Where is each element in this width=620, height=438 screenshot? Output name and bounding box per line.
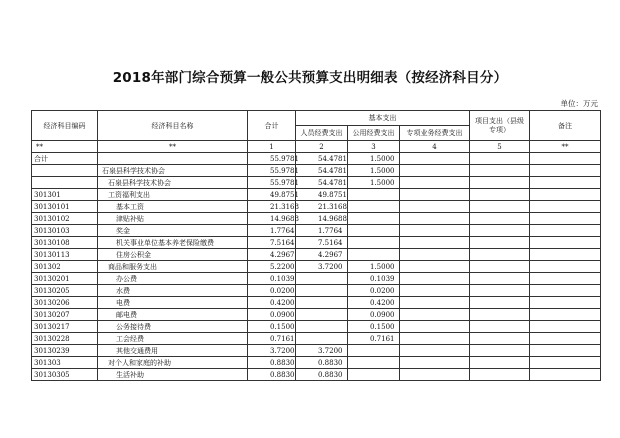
cell-special-biz (400, 369, 470, 381)
cell-code (32, 165, 98, 177)
cell-code: 30130102 (32, 213, 98, 225)
cell-code: 30130239 (32, 345, 98, 357)
cell-remark (530, 369, 601, 381)
table-row (32, 237, 601, 249)
cell-remark (530, 201, 601, 213)
index-cell: 4 (400, 141, 470, 153)
cell-total: 0.1500 (248, 321, 296, 333)
cell-total: 0.1039 (248, 273, 296, 285)
cell-name: 奖金 (98, 225, 248, 237)
cell-name: 工资福利支出 (98, 189, 248, 201)
cell-public (348, 369, 400, 381)
cell-project (470, 309, 530, 321)
cell-personnel (296, 321, 348, 333)
cell-personnel: 1.7764 (296, 225, 348, 237)
header-public: 公用经费支出 (348, 126, 400, 141)
cell-name: 办公费 (98, 273, 248, 285)
cell-personnel: 54.4781 (296, 165, 348, 177)
header-code: 经济科目编码 (32, 111, 98, 141)
cell-name: 生活补助 (98, 369, 248, 381)
table-row (32, 357, 601, 369)
cell-personnel: 3.7200 (296, 345, 348, 357)
cell-public (348, 357, 400, 369)
table-row (32, 333, 601, 345)
cell-name: 石泉县科学技术协会 (98, 177, 248, 189)
cell-remark (530, 345, 601, 357)
cell-public: 0.7161 (348, 333, 400, 345)
header-special-biz: 专项业务经费支出 (400, 126, 470, 141)
cell-special-biz (400, 285, 470, 297)
cell-personnel: 54.4781 (296, 153, 348, 165)
cell-remark (530, 189, 601, 201)
table-row (32, 201, 601, 213)
cell-code: 30130228 (32, 333, 98, 345)
cell-public: 1.5000 (348, 177, 400, 189)
cell-project (470, 369, 530, 381)
cell-special-biz (400, 177, 470, 189)
table-row (32, 309, 601, 321)
index-cell: ** (530, 141, 601, 153)
index-cell: 3 (348, 141, 400, 153)
cell-personnel: 0.8830 (296, 369, 348, 381)
cell-remark (530, 333, 601, 345)
table-row (32, 285, 601, 297)
table-row (32, 345, 601, 357)
cell-project (470, 201, 530, 213)
cell-public: 0.4200 (348, 297, 400, 309)
cell-personnel: 4.2967 (296, 249, 348, 261)
table-row (32, 369, 601, 381)
budget-table (31, 110, 601, 381)
cell-total: 0.4200 (248, 297, 296, 309)
header-remark: 备注 (530, 111, 601, 141)
cell-name: 基本工资 (98, 201, 248, 213)
table-row (32, 297, 601, 309)
table-row (32, 261, 601, 273)
cell-personnel: 49.8751 (296, 189, 348, 201)
cell-public: 0.1500 (348, 321, 400, 333)
cell-code: 30130205 (32, 285, 98, 297)
cell-remark (530, 153, 601, 165)
table-row (32, 165, 601, 177)
cell-name: 石泉县科学技术协会 (98, 165, 248, 177)
cell-remark (530, 249, 601, 261)
cell-total: 0.8830 (248, 357, 296, 369)
cell-public (348, 189, 400, 201)
cell-name: 水费 (98, 285, 248, 297)
cell-project (470, 177, 530, 189)
cell-code: 30130206 (32, 297, 98, 309)
cell-special-biz (400, 165, 470, 177)
cell-public (348, 225, 400, 237)
header-basic: 基本支出 (296, 111, 470, 126)
cell-remark (530, 165, 601, 177)
cell-special-biz (400, 297, 470, 309)
cell-public: 1.5000 (348, 165, 400, 177)
cell-special-biz (400, 249, 470, 261)
cell-name: 津贴补贴 (98, 213, 248, 225)
table-row (32, 213, 601, 225)
cell-personnel: 14.9688 (296, 213, 348, 225)
cell-total: 21.3168 (248, 201, 296, 213)
table-row (32, 225, 601, 237)
cell-project (470, 285, 530, 297)
cell-public (348, 213, 400, 225)
cell-remark (530, 309, 601, 321)
cell-code: 30130108 (32, 237, 98, 249)
cell-project (470, 273, 530, 285)
cell-name: 商品和服务支出 (98, 261, 248, 273)
cell-special-biz (400, 201, 470, 213)
cell-remark (530, 285, 601, 297)
cell-code: 30130217 (32, 321, 98, 333)
cell-special-biz (400, 345, 470, 357)
cell-project (470, 237, 530, 249)
cell-project (470, 357, 530, 369)
cell-total: 0.7161 (248, 333, 296, 345)
table-row (32, 321, 601, 333)
cell-project (470, 297, 530, 309)
cell-total: 55.9781 (248, 165, 296, 177)
table-row (32, 153, 601, 165)
cell-code: 30130101 (32, 201, 98, 213)
cell-special-biz (400, 153, 470, 165)
cell-remark (530, 225, 601, 237)
cell-public: 0.0200 (348, 285, 400, 297)
header-personnel: 人员经费支出 (296, 126, 348, 141)
cell-name: 对个人和家庭的补助 (98, 357, 248, 369)
cell-public: 0.1039 (348, 273, 400, 285)
cell-code (32, 177, 98, 189)
cell-personnel (296, 309, 348, 321)
cell-personnel: 0.8830 (296, 357, 348, 369)
cell-project (470, 345, 530, 357)
cell-code: 301303 (32, 357, 98, 369)
cell-name: 住房公积金 (98, 249, 248, 261)
cell-name: 工会经费 (98, 333, 248, 345)
cell-code: 30130201 (32, 273, 98, 285)
cell-total: 0.0200 (248, 285, 296, 297)
cell-project (470, 261, 530, 273)
cell-remark (530, 321, 601, 333)
cell-personnel: 7.5164 (296, 237, 348, 249)
cell-remark (530, 213, 601, 225)
header-name: 经济科目名称 (98, 111, 248, 141)
cell-name: 其他交通费用 (98, 345, 248, 357)
cell-project (470, 153, 530, 165)
cell-code: 301301 (32, 189, 98, 201)
index-cell: 1 (248, 141, 296, 153)
cell-code: 合计 (32, 153, 98, 165)
cell-name: 机关事业单位基本养老保险缴费 (98, 237, 248, 249)
cell-special-biz (400, 261, 470, 273)
cell-personnel: 21.3168 (296, 201, 348, 213)
cell-special-biz (400, 309, 470, 321)
cell-public: 0.0900 (348, 309, 400, 321)
cell-total: 1.7764 (248, 225, 296, 237)
cell-total: 55.9781 (248, 153, 296, 165)
cell-name: 邮电费 (98, 309, 248, 321)
index-cell: ** (32, 141, 98, 153)
cell-personnel (296, 273, 348, 285)
cell-total: 4.2967 (248, 249, 296, 261)
cell-special-biz (400, 273, 470, 285)
cell-project (470, 321, 530, 333)
cell-name: 电费 (98, 297, 248, 309)
cell-personnel (296, 333, 348, 345)
cell-personnel: 54.4781 (296, 177, 348, 189)
table-row (32, 189, 601, 201)
cell-public (348, 201, 400, 213)
cell-remark (530, 237, 601, 249)
cell-project (470, 189, 530, 201)
index-row (32, 141, 601, 153)
cell-personnel (296, 297, 348, 309)
cell-total: 14.9688 (248, 213, 296, 225)
cell-special-biz (400, 357, 470, 369)
page-title: 2018年部门综合预算一般公共预算支出明细表（按经济科目分） (112, 70, 508, 86)
cell-project (470, 249, 530, 261)
cell-special-biz (400, 333, 470, 345)
table-row (32, 273, 601, 285)
cell-total: 0.0900 (248, 309, 296, 321)
cell-code: 301302 (32, 261, 98, 273)
unit-label: 单位：万元 (560, 99, 598, 108)
cell-public: 1.5000 (348, 153, 400, 165)
cell-code: 30130207 (32, 309, 98, 321)
header-total: 合计 (248, 111, 296, 141)
cell-total: 5.2200 (248, 261, 296, 273)
cell-remark (530, 261, 601, 273)
index-cell: ** (98, 141, 248, 153)
cell-special-biz (400, 189, 470, 201)
cell-remark (530, 177, 601, 189)
cell-special-biz (400, 213, 470, 225)
cell-public (348, 345, 400, 357)
cell-code: 30130103 (32, 225, 98, 237)
cell-project (470, 213, 530, 225)
cell-code: 30130305 (32, 369, 98, 381)
header-project: 项目支出（县级专项） (470, 111, 530, 141)
cell-special-biz (400, 321, 470, 333)
cell-personnel: 3.7200 (296, 261, 348, 273)
cell-remark (530, 273, 601, 285)
cell-code: 30130113 (32, 249, 98, 261)
cell-total: 49.8751 (248, 189, 296, 201)
cell-public (348, 237, 400, 249)
header-row-1 (32, 111, 601, 126)
cell-name (98, 153, 248, 165)
cell-project (470, 165, 530, 177)
index-cell: 2 (296, 141, 348, 153)
cell-remark (530, 297, 601, 309)
index-cell: 5 (470, 141, 530, 153)
cell-project (470, 225, 530, 237)
cell-special-biz (400, 225, 470, 237)
cell-personnel (296, 285, 348, 297)
table-row (32, 249, 601, 261)
cell-total: 3.7200 (248, 345, 296, 357)
cell-total: 7.5164 (248, 237, 296, 249)
cell-total: 0.8830 (248, 369, 296, 381)
cell-remark (530, 357, 601, 369)
cell-public: 1.5000 (348, 261, 400, 273)
table-row (32, 177, 601, 189)
cell-name: 公务接待费 (98, 321, 248, 333)
cell-public (348, 249, 400, 261)
cell-special-biz (400, 237, 470, 249)
cell-total: 55.9781 (248, 177, 296, 189)
cell-project (470, 333, 530, 345)
